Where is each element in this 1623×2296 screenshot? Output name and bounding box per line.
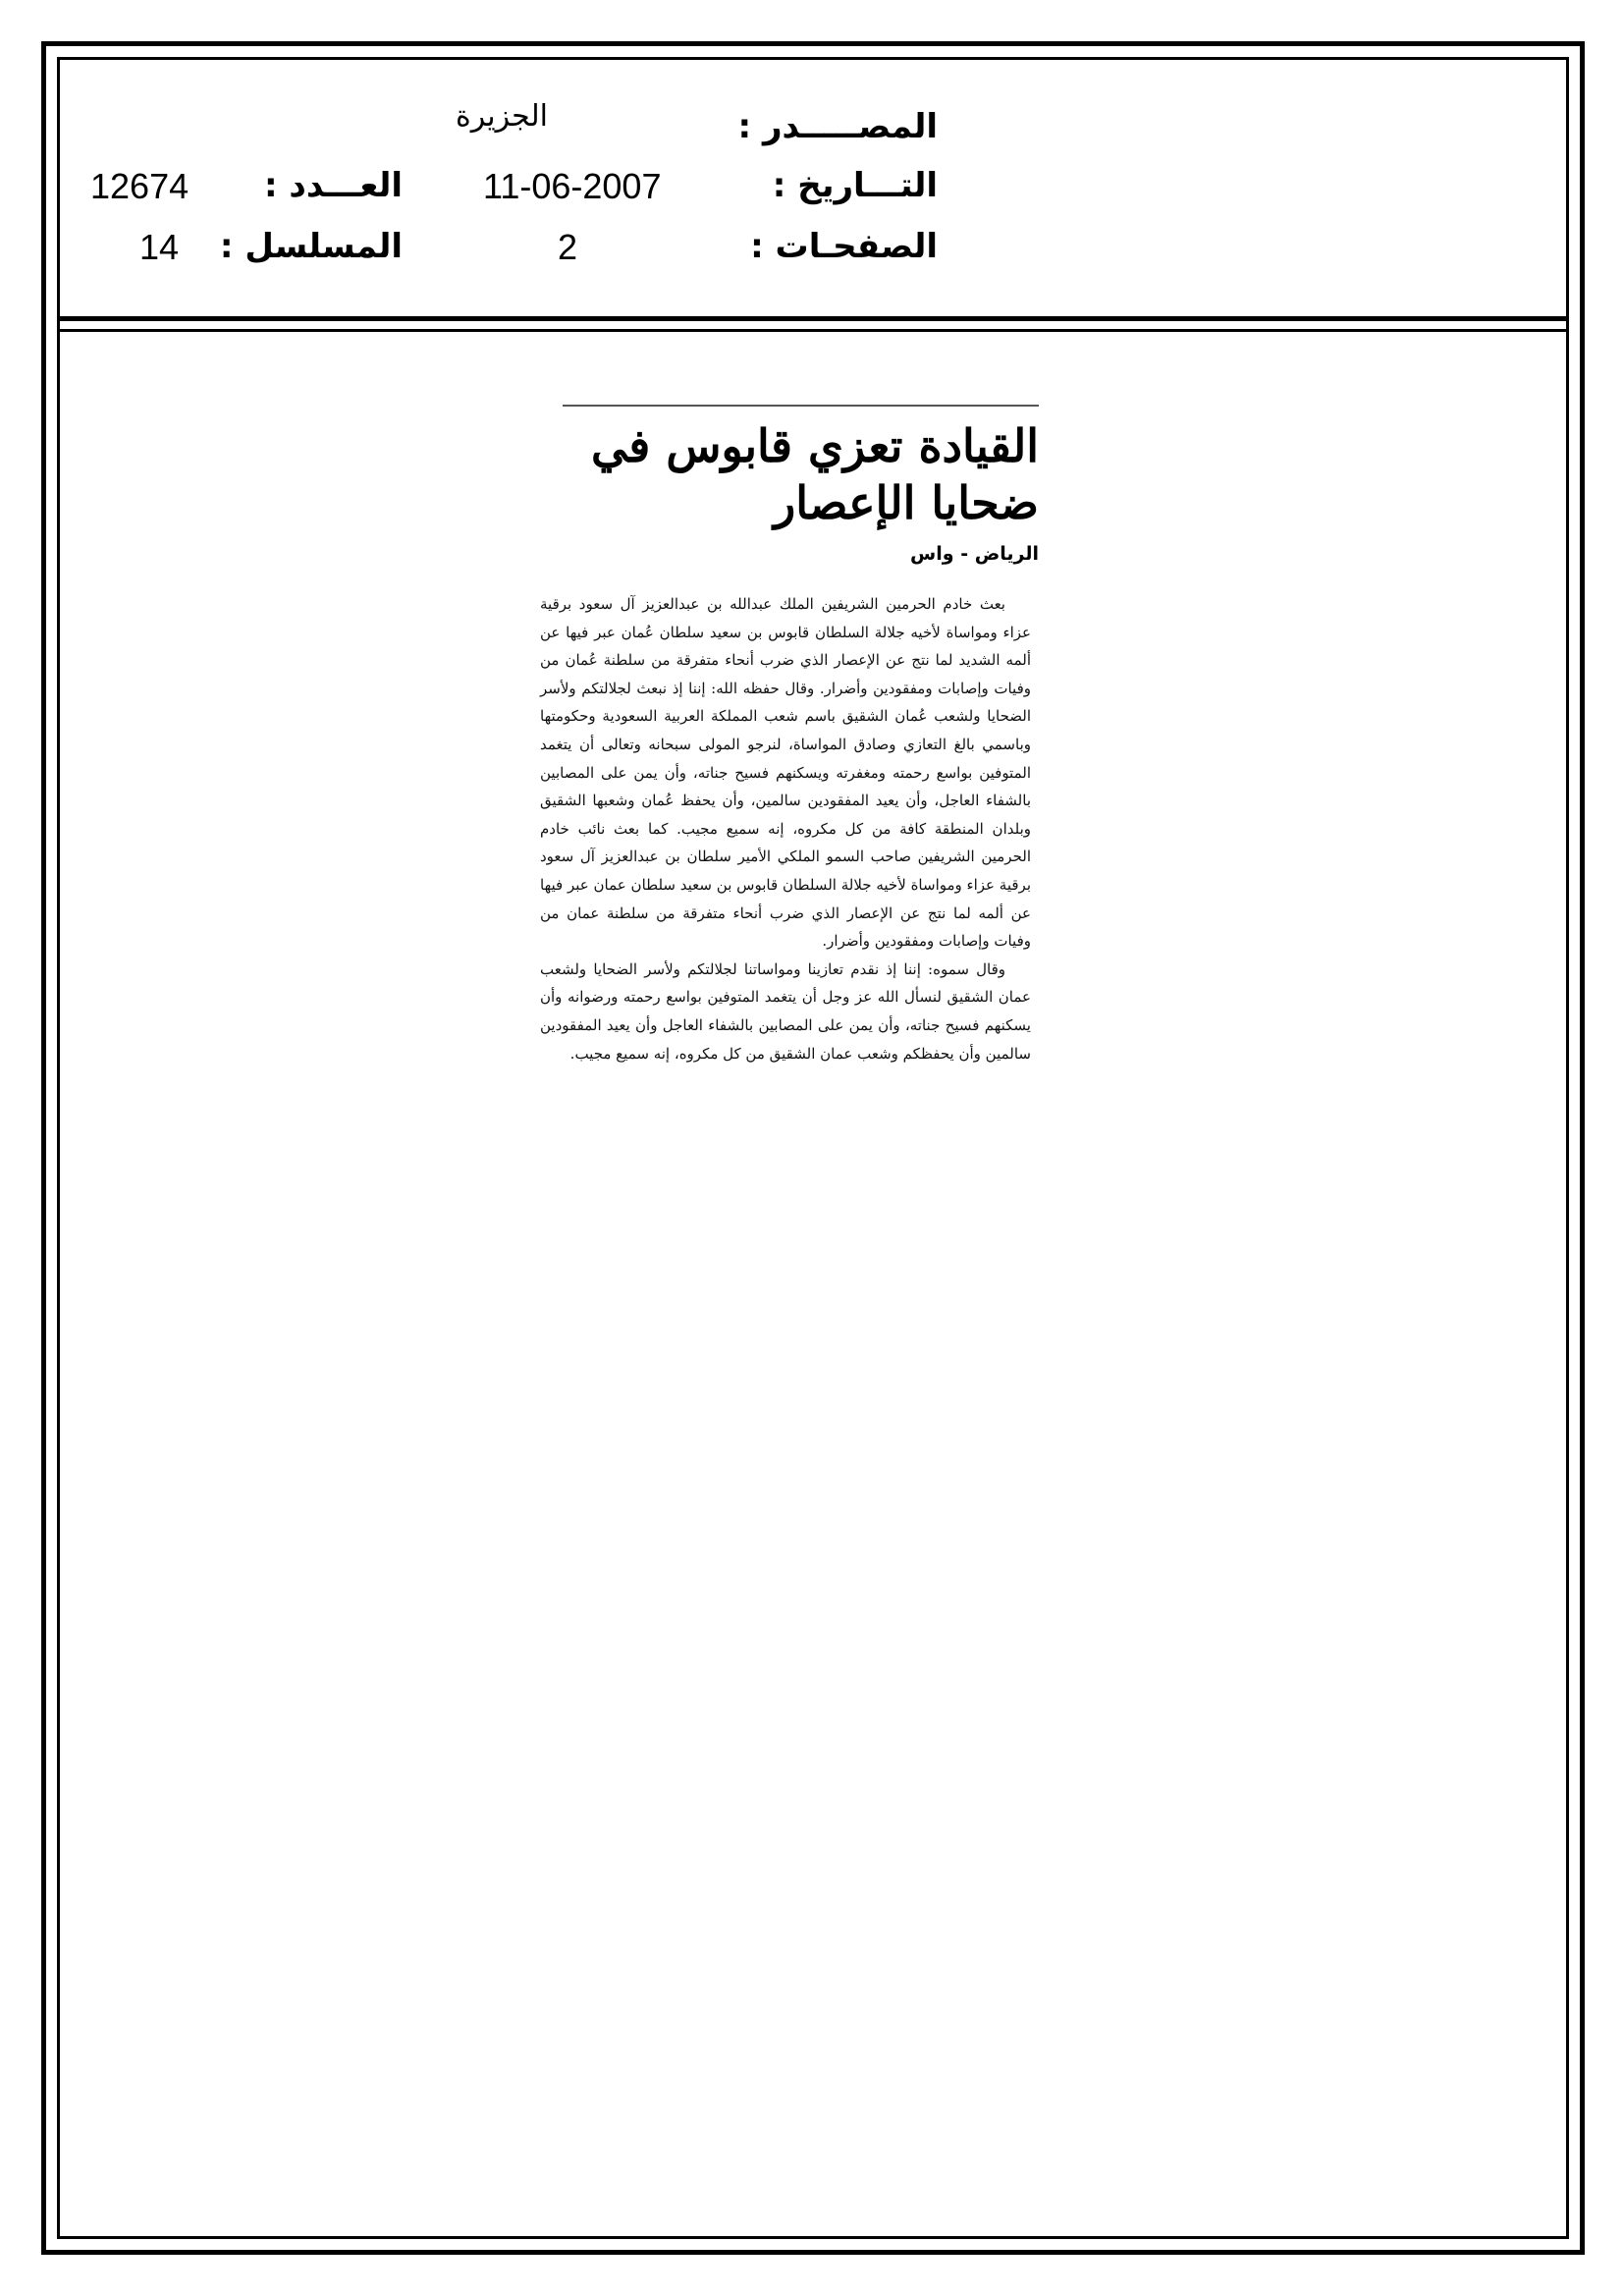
header-divider	[57, 316, 1569, 332]
pages-label: الصفحـات :	[750, 227, 938, 266]
source-label: المصـــــدر :	[737, 107, 938, 146]
source-value: الجزيرة	[456, 99, 549, 134]
serial-label: المسلسل :	[219, 227, 403, 266]
article-clipping	[509, 405, 1039, 1067]
article-body	[540, 590, 1031, 1067]
issue-value: 12674	[90, 166, 189, 206]
article-top-rule	[563, 405, 1039, 407]
issue-label: العـــدد :	[264, 166, 403, 205]
article-byline: الرياض - واس	[910, 543, 1039, 565]
date-label: التـــاريخ :	[772, 166, 938, 205]
article-paragraph: وقال سموه: إننا إذ نقدم تعازينا ومواساتنا لجلالتكم ولأسر الضحايا ولشعب عمان الشقيق لنسأل الله عز وجل أن يتغمد المتوفين بواسع رحمته ورضوانه وأن يسكنهم فسيح جناته، وأن يمن على المصابين بالشفاء العاجل وأن يعيد المفقودين سالمين وأن يحفظكم وشعب عمان الشقيق من كل مكروه، إنه سميع مجيب.	[540, 959, 1031, 1063]
pages-value: 2	[558, 227, 578, 267]
article-title: القيادة تعزي قابوس في ضحايا الإعصار	[590, 419, 1039, 529]
article-paragraph: بعث خادم الحرمين الشريفين الملك عبدالله بن عبدالعزيز آل سعود برقية عزاء ومواساة لأخيه جلالة السلطان قابوس بن سعيد سلطان عُمان عبر فيها عن ألمه الشديد لما نتج عن الإعصار الذي ضرب أنحاء متفرقة من سلطنة عُمان من وفيات وإصابات ومفقودين وأضرار. وقال حفظه الله: إننا إذ نبعث لجلالتكم ولأسر الضحايا ولشعب عُمان الشقيق باسم شعب المملكة العربية السعودية وحكومتها وباسمي بالغ التعازي وصادق المواساة، لنرجو المولى سبحانه وتعالى أن يتغمد المتوفين بواسع رحمته ومغفرته ويسكنهم فسيح جناته، وأن يمن على المصابين بالشفاء العاجل، وأن يعيد المفقودين سالمين، وأن يحفظ عُمان وشعبها الشقيق وبلدان المنطقة كافة من كل مكروه، إنه سميع مجيب. كما بعث نائب خادم الحرمين الشريفين صاحب السمو الملكي الأمير سلطان بن عبدالعزيز آل سعود برقية عزاء ومواساة لأخيه جلالة السلطان قابوس بن سعيد سلطان عمان عبر فيها عن ألمه لما نتج عن الإعصار الذي ضرب أنحاء متفرقة من سلطنة عمان من وفيات وإصابات ومفقودين وأضرار.	[540, 595, 1031, 951]
date-value: 11-06-2007	[483, 166, 662, 206]
page-frame-inner	[57, 57, 1569, 2239]
serial-value: 14	[139, 227, 180, 267]
